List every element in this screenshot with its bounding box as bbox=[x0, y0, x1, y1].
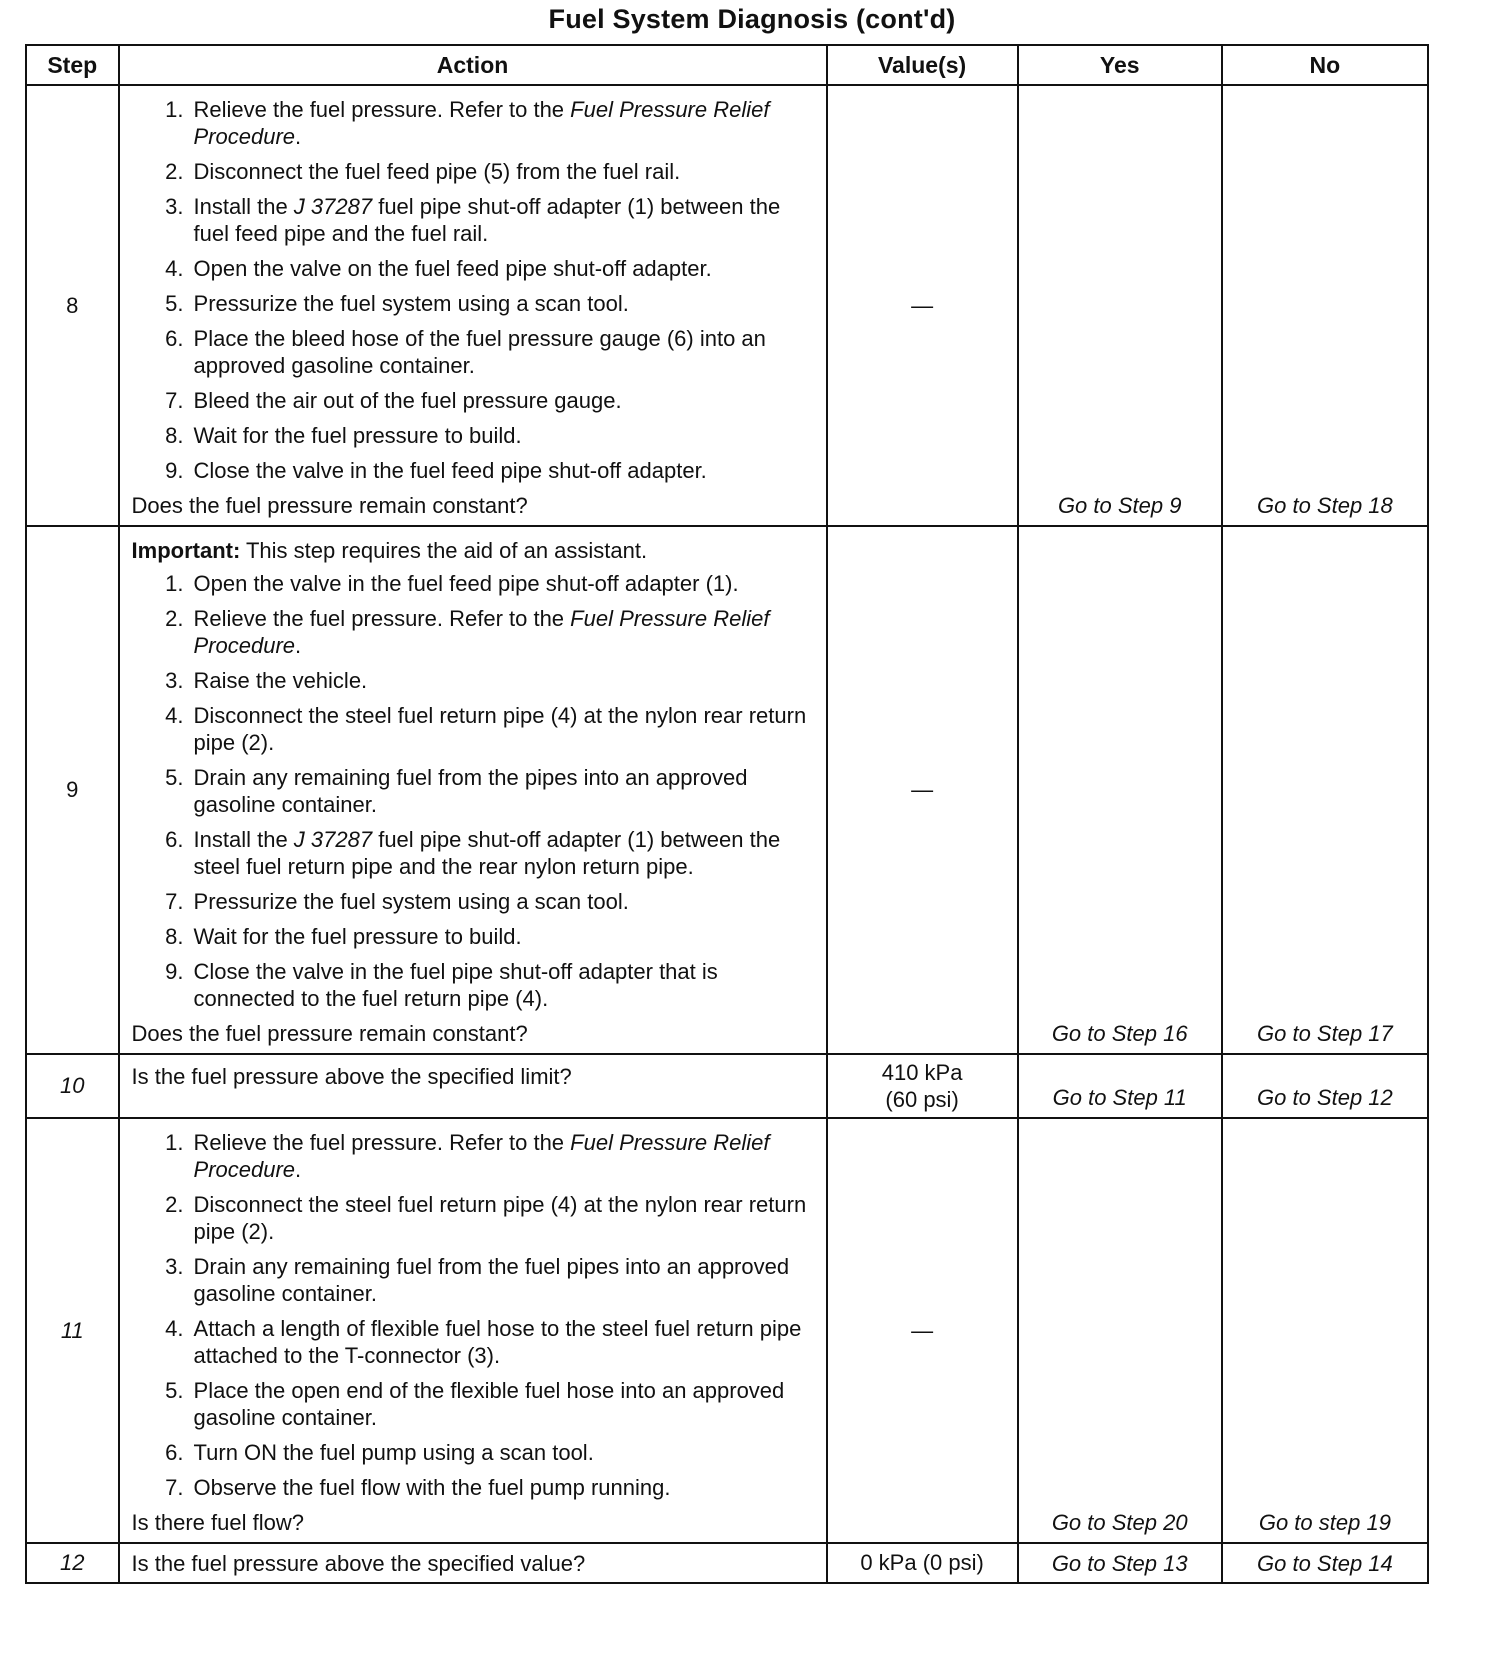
header-action: Action bbox=[119, 45, 827, 85]
header-no: No bbox=[1222, 45, 1428, 85]
action-cell bbox=[119, 526, 827, 1054]
value-cell: — bbox=[827, 85, 1018, 526]
list-item: 2. Disconnect the steel fuel return pipe (4) at the nylon rear return pipe (2). bbox=[165, 1192, 807, 1244]
yes-cell: Go to Step 20 bbox=[1018, 1118, 1222, 1543]
list-item: 8. Wait for the fuel pressure to build. bbox=[165, 924, 522, 949]
value-cell: 0 kPa (0 psi) bbox=[827, 1543, 1018, 1583]
question: Is the fuel pressure above the specified value? bbox=[119, 1543, 827, 1583]
no-cell: Go to Step 12 bbox=[1222, 1054, 1428, 1118]
diagnosis-table bbox=[25, 44, 1429, 1584]
header-yes: Yes bbox=[1018, 45, 1222, 85]
list-item: 7. Observe the fuel flow with the fuel pump running. bbox=[165, 1475, 671, 1500]
step-number: 8 bbox=[26, 85, 119, 526]
important-note: Important: This step requires the aid of an assistant. bbox=[131, 538, 648, 563]
step-number: 9 bbox=[26, 526, 119, 1054]
list-item: 6. Install the J 37287 fuel pipe shut-off adapter (1) between the steel fuel return pipe and the rear nylon return pipe. bbox=[165, 827, 781, 879]
action-list bbox=[132, 570, 818, 1012]
no-cell: Go to Step 18 bbox=[1222, 85, 1428, 526]
list-item: 3. Drain any remaining fuel from the fuel pipes into an approved gasoline container. bbox=[165, 1254, 790, 1306]
list-item: 5. Pressurize the fuel system using a scan tool. bbox=[165, 291, 629, 316]
question: Does the fuel pressure remain constant? bbox=[131, 1021, 528, 1046]
list-item: 6. Turn ON the fuel pump using a scan tool. bbox=[165, 1440, 594, 1465]
list-item: 2. Relieve the fuel pressure. Refer to the Fuel Pressure Relief Procedure. bbox=[165, 606, 770, 658]
list-item: 2. Disconnect the fuel feed pipe (5) from the fuel rail. bbox=[165, 159, 681, 184]
yes-cell: Go to Step 9 bbox=[1018, 85, 1222, 526]
value-cell: 410 kPa (60 psi) bbox=[827, 1054, 1018, 1118]
list-item: 3. Install the J 37287 fuel pipe shut-off adapter (1) between the fuel feed pipe and the fuel rail. bbox=[165, 194, 781, 246]
list-item: 5. Place the open end of the flexible fuel hose into an approved gasoline container. bbox=[165, 1378, 785, 1430]
list-item: 9. Close the valve in the fuel feed pipe shut-off adapter. bbox=[165, 458, 707, 483]
value-cell: — bbox=[827, 1118, 1018, 1543]
list-item: 3. Raise the vehicle. bbox=[165, 668, 368, 693]
list-item: 1. Relieve the fuel pressure. Refer to the Fuel Pressure Relief Procedure. bbox=[165, 1130, 770, 1182]
list-item: 1. Relieve the fuel pressure. Refer to the Fuel Pressure Relief Procedure. bbox=[165, 97, 770, 149]
list-item: 6. Place the bleed hose of the fuel pressure gauge (6) into an approved gasoline container. bbox=[165, 326, 766, 378]
no-cell: Go to Step 14 bbox=[1222, 1543, 1428, 1583]
list-item: 4. Disconnect the steel fuel return pipe (4) at the nylon rear return pipe (2). bbox=[165, 703, 807, 755]
action-list bbox=[132, 1129, 818, 1501]
no-cell: Go to step 19 bbox=[1222, 1118, 1428, 1543]
header-step: Step bbox=[26, 45, 119, 85]
table-row bbox=[26, 1543, 1428, 1583]
header-values: Value(s) bbox=[827, 45, 1018, 85]
table-row bbox=[26, 85, 1428, 526]
list-item: 7. Bleed the air out of the fuel pressure gauge. bbox=[165, 388, 622, 413]
list-item: 5. Drain any remaining fuel from the pipes into an approved gasoline container. bbox=[165, 765, 748, 817]
question: Is there fuel flow? bbox=[131, 1510, 304, 1535]
step-number: 10 bbox=[26, 1054, 119, 1118]
action-cell bbox=[119, 1118, 827, 1543]
action-cell bbox=[119, 85, 827, 526]
action-list bbox=[132, 96, 818, 484]
page-title: Fuel System Diagnosis (cont'd) bbox=[548, 4, 956, 34]
yes-cell: Go to Step 13 bbox=[1018, 1543, 1222, 1583]
question: Does the fuel pressure remain constant? bbox=[131, 493, 528, 518]
header-row bbox=[26, 45, 1428, 85]
list-item: 4. Open the valve on the fuel feed pipe shut-off adapter. bbox=[165, 256, 712, 281]
value-cell: — bbox=[827, 526, 1018, 1054]
yes-cell: Go to Step 11 bbox=[1018, 1054, 1222, 1118]
list-item: 7. Pressurize the fuel system using a scan tool. bbox=[165, 889, 629, 914]
step-number: 11 bbox=[26, 1118, 119, 1543]
no-cell: Go to Step 17 bbox=[1222, 526, 1428, 1054]
table-row bbox=[26, 526, 1428, 1054]
list-item: 8. Wait for the fuel pressure to build. bbox=[165, 423, 522, 448]
list-item: 4. Attach a length of flexible fuel hose to the steel fuel return pipe attached to the T-connector (3). bbox=[165, 1316, 802, 1368]
question: Is the fuel pressure above the specified limit? bbox=[119, 1054, 827, 1118]
list-item: 1. Open the valve in the fuel feed pipe shut-off adapter (1). bbox=[165, 571, 739, 596]
list-item: 9. Close the valve in the fuel pipe shut-off adapter that is connected to the fuel return pipe (4). bbox=[165, 959, 718, 1011]
table-row bbox=[26, 1118, 1428, 1543]
table-row bbox=[26, 1054, 1428, 1118]
step-number: 12 bbox=[26, 1543, 119, 1583]
yes-cell: Go to Step 16 bbox=[1018, 526, 1222, 1054]
